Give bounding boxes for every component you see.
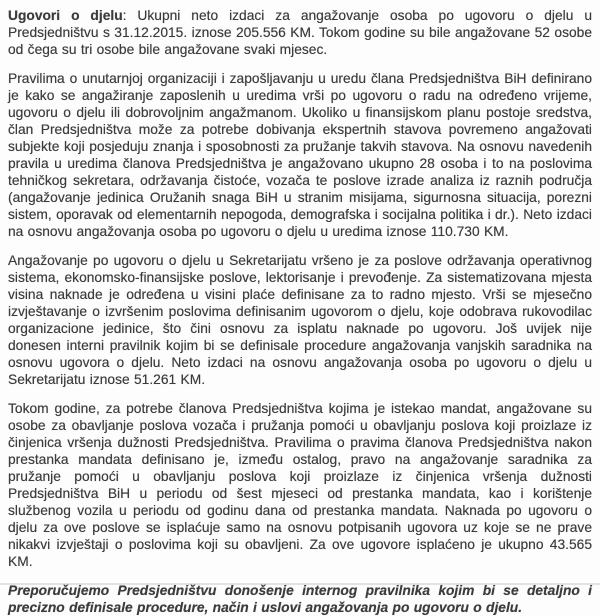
paragraph-intro (8, 7, 592, 58)
paragraph-recommendation: Preporučujemo Predsjedništvu donošenje internog pravilnika kojim bi se detaljno i precizno definisale procedure, način i uslovi angažovanja po ugovoru o djelu. (8, 583, 592, 615)
scan-artifact-line (0, 583, 600, 585)
paragraph-istekli-mandati: Tokom godine, za potrebe članova Predsjedništva kojima je istekao mandat, angažovane su osobe za obavljanje poslova vozača i pružanja pomoći u obavljanju poslova koji proizlaze iz činjenica vršenja dužnosti Predsjedništva. Pravilima o pravima članova Predsjedništva nakon prestanka mandata definisano je, između ostalog, pravo na angažovanje saradnika za pružanje pomoći u obavljanju poslova koji proizlaze iz činjenica vršenja dužnosti Predsjedništva BiH u periodu od šest mjeseci od prestanka mandata, kao i korištenje službenog vozila u periodu od godinu dana od prestanka mandata. Naknada po ugovoru o djelu za ove poslove se isplaćuje samo na osnovu potpisanih ugovora uz koje se ne prave nikakvi izvještaji o poslovima koji su obavljeni. Za ove ugovore isplaćeno je ukupno 43.565 KM. (8, 401, 592, 569)
paragraph-sekretarijat: Angažovanje po ugovoru o djelu u Sekretarijatu vršeno je za poslove održavanja operativnog sistema, ekonomsko-finansijske poslove, lektorisanje i prevođenje. Za sistematizovana mjesta visina naknade je određena u visini plaće definisane za to radno mjesto. Vrši se mjesečno izvještavanje o izvršenim poslovima definisanim ugovorom o djelu, koje odobrava rukovodilac organizacione jedinice, što čini osnovu za isplatu naknade po ugovoru. Još uvijek nije donesen interni pravilnik kojim bi se definisale procedure angažovanja vanjskih saradnika na osnovu ugovora o djelu. Neto izdaci na osnovu angažovanja osoba po ugovoru o djelu u Sekretarijatu iznose 51.261 KM. (8, 253, 592, 387)
paragraph-uredi-clanova: Pravilima o unutarnjoj organizaciji i zapošljavanju u uredu člana Predsjedništva BiH definirano je kako se angažiranje zaposlenih u uredima vrši po ugovoru o radu na određeno vrijeme, ugovoru o djelu ili dobrovoljnim angažmanom. Ukoliko u finansijskom planu postoje sredstva, član Predsjedništva može za potrebe dobivanja ekspertnih stavova povremeno angažovati subjekte koji posjeduju znanja i sposobnosti za pružanje takvih stavova. Na osnovu navedenih pravila u uredima članova Predsjedništva je angažovano ukupno 28 osoba i to na poslovima tehničkog sekretara, održavanja čistoće, vozača te poslove izrade analiza iz raznih područja (angažovanje jedinica Oružanih snaga BiH u stranim misijama, sigurnosna situacija, porezni sistem, oporavak od elementarnih nepogoda, demografska i socijalna politika i dr.). Neto izdaci na osnovu angažovanja osoba po ugovoru o djelu u uredima iznose 110.730 KM. (8, 71, 592, 239)
paragraph-intro-body: : Ukupni neto izdaci za angažovanje osoba po ugovoru o djelu u Predsjedništvu s 31.12.2015. iznose 205.556 KM. Tokom godine su bile angažovane 52 osobe od čega su tri osobe bile angažovane svaki mjesec. (8, 8, 593, 57)
paragraph-intro-lead: Ugovori o djelu (8, 8, 123, 23)
